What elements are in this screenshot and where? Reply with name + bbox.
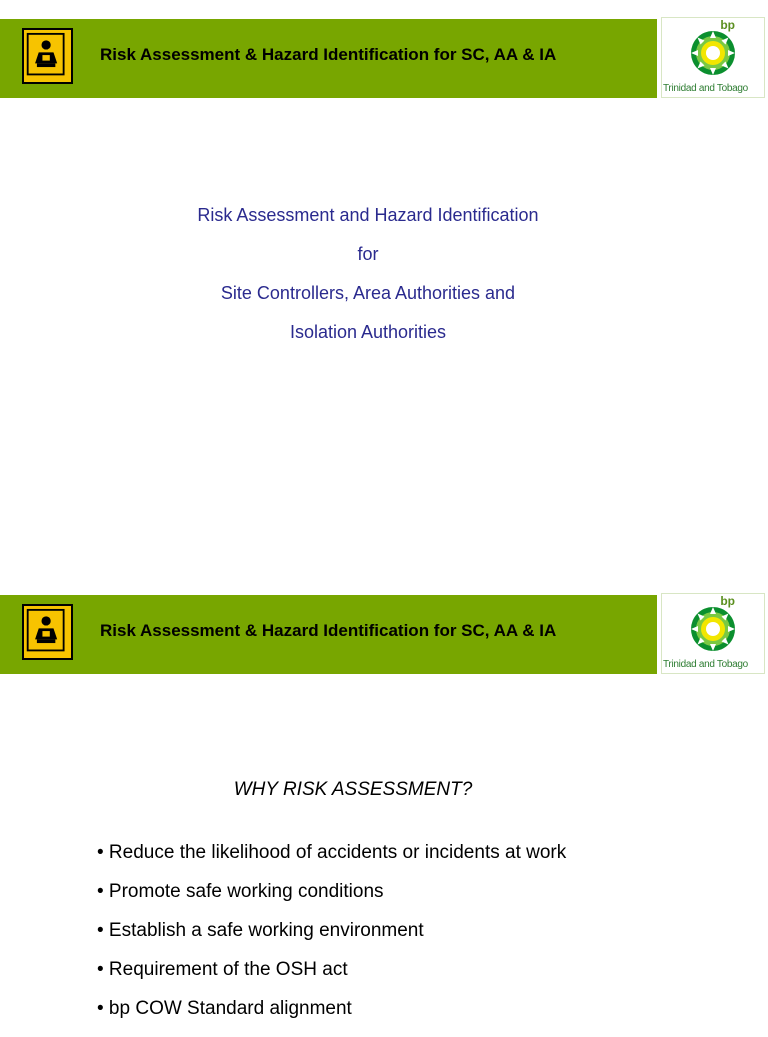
bp-logo — [661, 17, 765, 98]
helios-sun-icon — [690, 606, 736, 652]
logo-brand: bp — [720, 18, 735, 32]
bullet-item: • bp COW Standard alignment — [97, 998, 352, 1019]
safety-sign-icon — [22, 28, 73, 84]
bullet-item: • Promote safe working conditions — [97, 881, 384, 902]
header-title: Risk Assessment & Hazard Identification for SC, AA & IA — [100, 45, 557, 64]
bullet-item: • Reduce the likelihood of accidents or incidents at work — [97, 842, 567, 863]
bullet-item: • Requirement of the OSH act — [97, 959, 348, 980]
title-line: Site Controllers, Area Authorities and — [220, 283, 516, 303]
slide-why-risk-assessment — [0, 576, 768, 1024]
safety-sign-icon — [22, 604, 73, 660]
logo-brand: bp — [720, 594, 735, 608]
slide-title-block — [0, 200, 736, 356]
bp-logo — [661, 593, 765, 674]
bullet-item: • Establish a safe working environment — [97, 920, 424, 941]
header-bar — [0, 595, 657, 674]
title-line: Isolation Authorities — [289, 322, 447, 342]
header-title: Risk Assessment & Hazard Identification for SC, AA & IA — [100, 621, 557, 640]
title-line: Risk Assessment and Hazard Identification — [197, 205, 539, 225]
title-line: for — [357, 244, 379, 264]
helios-sun-icon — [690, 30, 736, 76]
section-heading: WHY RISK ASSESSMENT? — [233, 779, 473, 800]
header-bar — [0, 19, 657, 98]
logo-subtitle: Trinidad and Tobago — [663, 83, 748, 94]
logo-subtitle: Trinidad and Tobago — [663, 659, 748, 670]
bullet-list — [97, 842, 566, 1037]
